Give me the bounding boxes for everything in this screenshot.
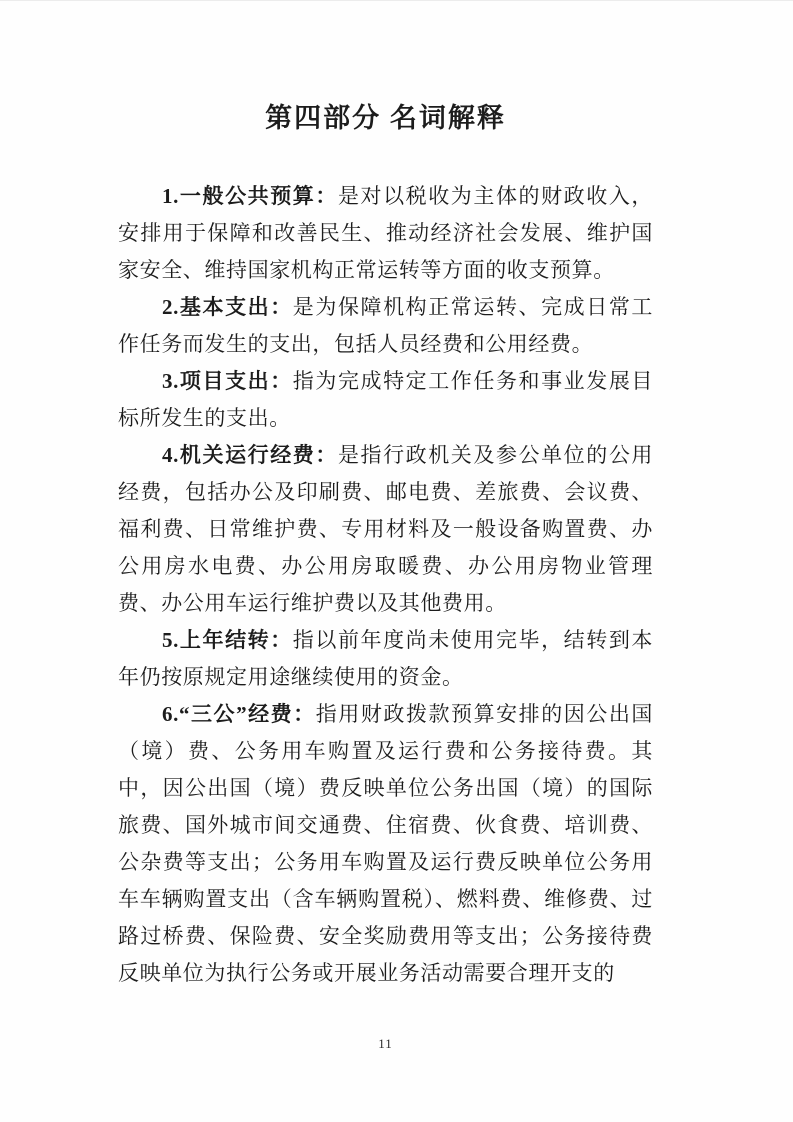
definition-text: 指用财政拨款预算安排的因公出国（境）费、公务用车购置及运行费和公务接待费。其中，因公出国（境）费反映单位公务出国（境）的国际旅费、国外城市间交通费、住宿费、伙食费、培训费、公杂费等支出；公务用车购置及运行费反映单位公务用车车辆购置支出（含车辆购置税）、燃料费、维修费、过路过桥费、保险费、安全奖励费用等支出；公务接待费反映单位为执行公务或开展业务活动需要合理开支的 xyxy=(118,702,653,985)
definition-term: 3.项目支出： xyxy=(162,369,293,393)
definition-paragraph xyxy=(118,696,653,992)
definition-text: 指为完成特定工作任务和事业发展目标所发生的支出。 xyxy=(118,369,653,430)
definition-term: 5.上年结转： xyxy=(162,628,293,652)
definition-term: 4.机关运行经费： xyxy=(162,443,338,467)
definition-paragraph xyxy=(118,622,653,696)
page-title: 第四部分 名词解释 xyxy=(265,103,506,133)
definition-text: 是为保障机构正常运转、完成日常工作任务而发生的支出，包括人员经费和公用经费。 xyxy=(118,295,653,356)
definition-paragraph xyxy=(118,437,653,622)
definition-term: 2.基本支出： xyxy=(162,295,293,319)
page-number: 11 xyxy=(378,1036,393,1051)
definition-paragraph xyxy=(118,178,653,289)
definition-term: 1.一般公共预算： xyxy=(162,184,338,208)
definition-paragraph xyxy=(118,363,653,437)
definitions-list xyxy=(118,178,653,992)
definition-term: 6.“三公”经费： xyxy=(162,702,316,726)
definition-text: 是指行政机关及参公单位的公用经费，包括办公及印刷费、邮电费、差旅费、会议费、福利费、日常维护费、专用材料及一般设备购置费、办公用房水电费、办公用房取暖费、办公用房物业管理费、办公用车运行维护费以及其他费用。 xyxy=(118,443,653,615)
definition-text: 指以前年度尚未使用完毕，结转到本年仍按原规定用途继续使用的资金。 xyxy=(118,628,653,689)
definition-text: 是对以税收为主体的财政收入，安排用于保障和改善民生、推动经济社会发展、维护国家安全、维持国家机构正常运转等方面的收支预算。 xyxy=(118,184,653,282)
definition-paragraph xyxy=(118,289,653,363)
